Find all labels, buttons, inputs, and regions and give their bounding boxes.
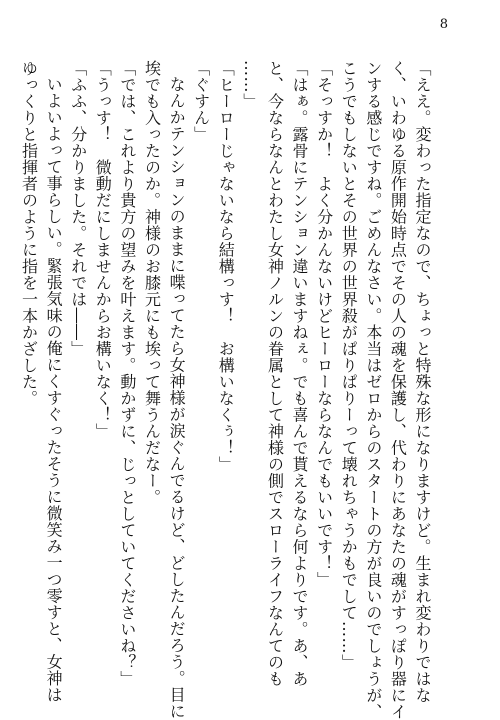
- text-line: 「ふふ、分かりました。それでは――」: [68, 60, 88, 357]
- text-line: 埃でも入ったのか。神様のお膝元にも埃って舞うんだなー。: [142, 60, 162, 506]
- text-line: いよいよって事らしい。緊張気味の俺にくすぐったそうに微笑み一つ零すと、女神は: [44, 76, 64, 703]
- text-line: なんかテンションのままに喋ってたら女神様が涙ぐんでるけど、どしたんだろう。目に: [167, 76, 187, 720]
- text-line: 「そっすか！ よく分かんないけどヒーローならなんでもいいです！」: [314, 60, 334, 588]
- text-line: 「では、これより貴方の望みを叶えます。動かずに、じっとしていてくださいね？」: [117, 60, 137, 687]
- text-line: ンする感じですね。ごめんなさい。本当はゼロからのスタートの方が良いのでしょうが、: [363, 60, 383, 720]
- text-line: く、いわゆる原作開始時点でその人の魂を保護し、代わりにあなたの魂がすっぽり器にイ: [388, 60, 408, 720]
- text-line: 「ええ。変わった指定なので、ちょっと特殊な形になりますけど。生まれ変わりではな: [413, 60, 432, 704]
- text-line: 「ぐすん」: [191, 60, 211, 143]
- text-line: と、今ならなんとわたし女神ノルンの眷属として神様の側でスローライフなんてのも: [265, 60, 285, 687]
- text-line: ゆっくりと指揮者のように指を一本かざした。: [19, 60, 39, 407]
- text-line: 「はぁ。露骨にテンション違いますねぇ。でも喜んで貰えるなら何よりです。あ、あ: [290, 60, 310, 687]
- vertical-text-body: [16, 60, 434, 720]
- text-line: 「ヒーローじゃないなら結構っす！ お構いなくぅ！」: [216, 60, 236, 473]
- text-line: 「うっす！ 微動だにしませんからお構いなく！」: [93, 60, 113, 440]
- text-line: こうでもしないとその世界の世界殺がぱりぱりーって壊れちゃうかもでして……」: [339, 60, 359, 671]
- page-number: 8: [439, 17, 448, 32]
- text-line: ……」: [240, 60, 260, 110]
